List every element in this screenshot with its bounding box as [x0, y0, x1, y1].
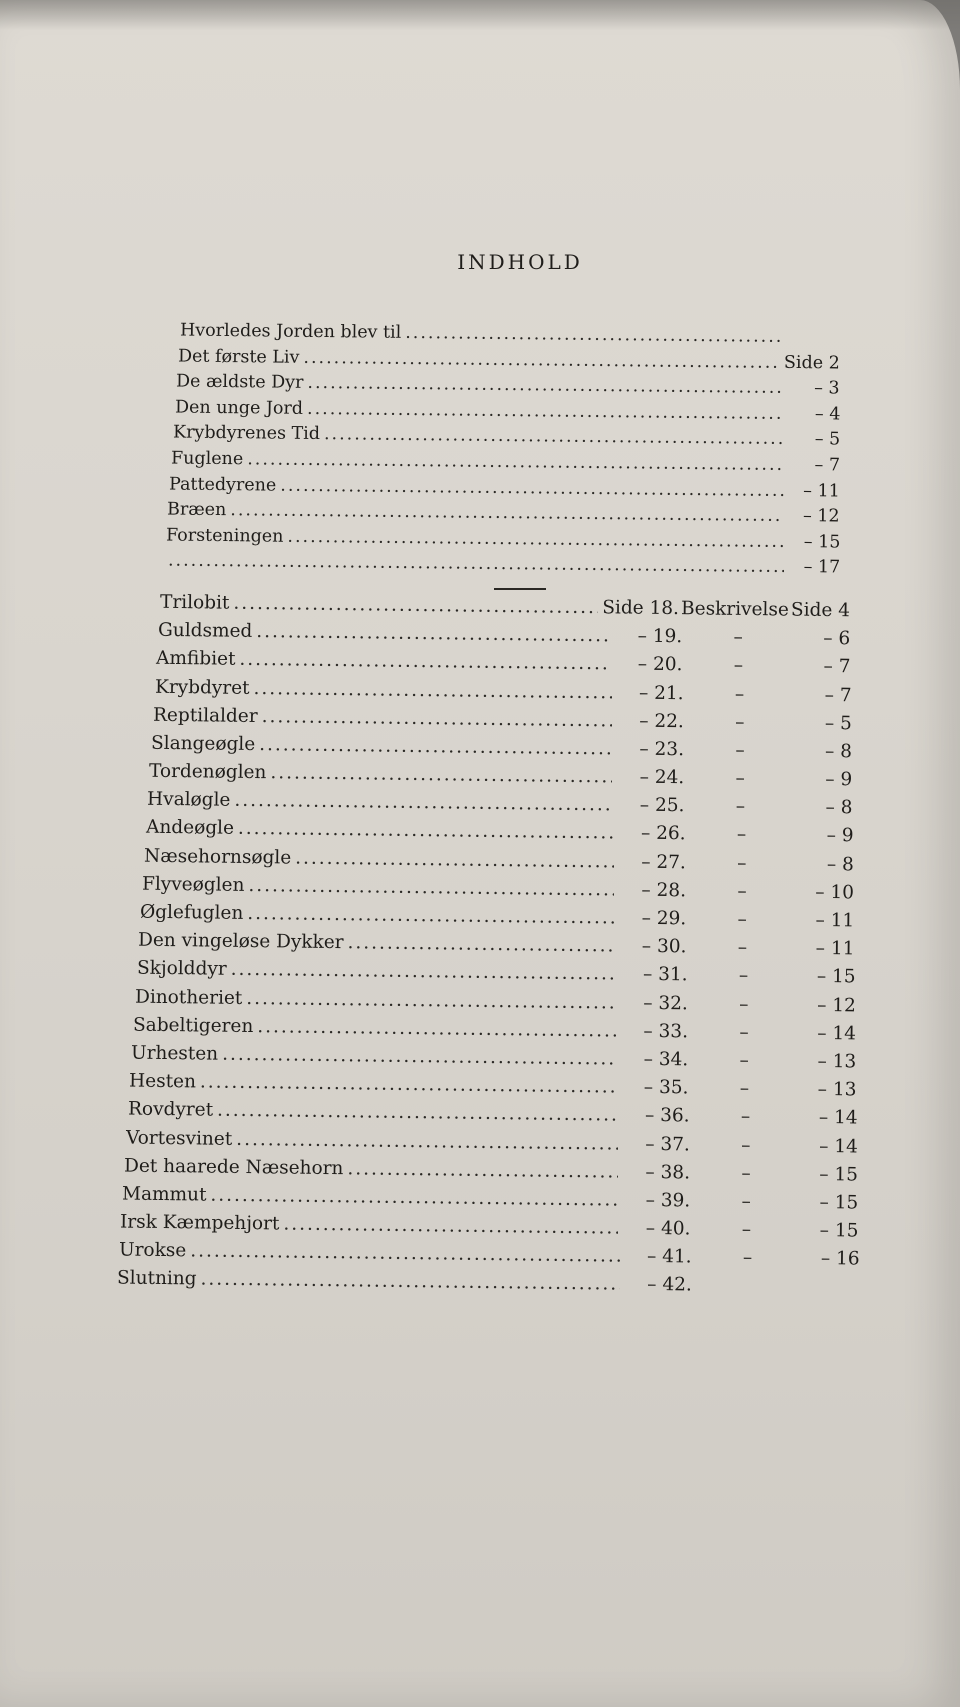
species-name: Øglefuglen [140, 901, 244, 924]
description-page: – 14 [818, 1107, 858, 1129]
table-of-contents [116, 250, 860, 1301]
chapter-title: Bræen [167, 499, 227, 521]
description-label: – [738, 965, 748, 987]
plate-page: – 23. [639, 738, 685, 761]
leader-dots [259, 734, 612, 759]
species-name: Næsehornsøgle [143, 845, 292, 869]
chapter-title: Det første Liv [178, 346, 300, 368]
chapter-page: – 4 [814, 403, 841, 425]
description-label: – [740, 1134, 751, 1156]
plate-page: – 21. [638, 682, 684, 704]
leader-dots [233, 593, 598, 618]
description-label: – [738, 993, 749, 1015]
plate-page: – 35. [644, 1076, 689, 1099]
plate-page: – 24. [639, 766, 685, 789]
description-page: – 13 [818, 1079, 857, 1101]
description-label: – [738, 937, 748, 959]
description-page: Side 4 [790, 599, 851, 622]
description-page: – 11 [816, 938, 855, 960]
leader-dots [347, 1158, 618, 1182]
description-label: – [739, 1049, 750, 1072]
chapter-row [164, 551, 840, 584]
plate-page: – 25. [640, 794, 685, 817]
chapter-title: Den unge Jord [174, 397, 303, 419]
description-label: – [741, 1162, 751, 1184]
description-page: – 14 [817, 1022, 857, 1045]
description-label: – [739, 1021, 749, 1043]
chapter-page: – 3 [814, 378, 841, 399]
plate-page: – 30. [642, 935, 687, 958]
chapter-title: Forsteningen [165, 525, 284, 547]
description-page: – 10 [815, 881, 855, 904]
description-label: – [742, 1219, 752, 1241]
leader-dots [222, 1044, 616, 1070]
leader-dots [230, 959, 615, 985]
leader-dots [200, 1269, 619, 1295]
description-page: – 6 [823, 628, 851, 650]
species-list [116, 591, 860, 1301]
description-label: – [734, 655, 744, 677]
species-name: Urhesten [131, 1042, 219, 1065]
species-name: Mammut [122, 1183, 207, 1206]
description-page: – 11 [815, 909, 855, 932]
description-label: – [736, 824, 746, 846]
plate-page: – 20. [638, 653, 683, 676]
plate-page: – 31. [642, 964, 688, 986]
plate-page: – 40. [646, 1217, 691, 1240]
description-label: – [734, 683, 744, 705]
species-name: Slangeøgle [150, 732, 256, 755]
chapter-page: – 5 [814, 429, 841, 450]
plate-page: – 39. [645, 1189, 691, 1212]
species-name: Skjolddyr [136, 957, 227, 981]
plate-page: – 27. [640, 851, 686, 873]
description-page: – 15 [819, 1163, 859, 1186]
description-label: – [741, 1190, 752, 1213]
plate-page: – 38. [645, 1161, 691, 1184]
description-label: – [736, 796, 746, 818]
species-name: Urokse [118, 1239, 187, 1262]
chapter-page: – 15 [803, 531, 841, 553]
description-page: – 16 [820, 1248, 860, 1270]
description-label: – [734, 711, 745, 733]
species-name: Flyveøglen [141, 873, 245, 896]
description-label: – [742, 1247, 752, 1269]
chapter-title: De ældste Dyr [176, 371, 304, 394]
species-name: Vortesvinet [125, 1127, 233, 1150]
chapter-title: Fuglene [170, 448, 244, 470]
leader-dots [247, 449, 784, 475]
section-divider [494, 588, 546, 590]
description-label: – [737, 880, 747, 902]
description-page: – 7 [824, 684, 852, 706]
leader-dots [200, 1072, 617, 1098]
description-page [804, 1292, 860, 1293]
chapter-page: – 17 [803, 557, 841, 578]
leader-dots [307, 399, 785, 424]
leader-dots [348, 932, 615, 956]
chapter-title: Hvorledes Jorden blev til [179, 320, 402, 343]
description-label: – [740, 1078, 750, 1100]
leader-dots [248, 875, 614, 900]
description-page: – 15 [816, 966, 856, 988]
plate-page: – 29. [641, 907, 687, 930]
description-page: – 5 [824, 712, 852, 734]
leader-dots [240, 649, 611, 675]
chapter-page: – 12 [803, 506, 841, 527]
leader-dots [231, 500, 784, 526]
page-title: INDHOLD [457, 250, 583, 274]
description-label: – [740, 1106, 750, 1128]
leader-dots [247, 903, 614, 928]
plate-page: – 42. [646, 1274, 692, 1296]
plate-page: – 37. [644, 1133, 690, 1155]
chapter-page [788, 342, 840, 343]
description-page: – 8 [824, 740, 853, 763]
description-page: – 8 [825, 797, 853, 819]
description-page: – 9 [825, 769, 853, 791]
species-name: Hvaløgle [147, 788, 231, 811]
chapter-list [120, 320, 841, 580]
leader-dots [253, 677, 611, 702]
chapter-title: Pattedyrene [169, 474, 277, 496]
leader-dots [304, 347, 781, 372]
description-page: – 15 [820, 1220, 859, 1242]
species-name: Rovdyret [127, 1098, 213, 1121]
leader-dots [261, 706, 611, 731]
plate-page: – 22. [638, 710, 684, 732]
description-page: – 15 [819, 1191, 859, 1214]
species-name: Irsk Kæmpehjort [120, 1211, 280, 1235]
leader-dots [236, 1128, 618, 1154]
leader-dots [246, 988, 616, 1014]
chapter-title: Krybdyrenes Tid [172, 422, 320, 445]
chapter-page: Side 2 [784, 352, 841, 374]
description-page: – 8 [826, 853, 854, 875]
leader-dots [405, 323, 784, 347]
leader-dots [256, 621, 610, 646]
species-name: Sabeltigeren [132, 1014, 254, 1037]
plate-page: – 26. [640, 823, 686, 845]
chapter-page: – 7 [814, 455, 841, 476]
description-label: – [735, 739, 745, 761]
species-name: Det haarede Næsehorn [123, 1155, 344, 1179]
leader-dots [211, 1184, 619, 1210]
species-name: Dinotheriet [134, 986, 243, 1009]
plate-page: – 32. [642, 992, 688, 1014]
description-page: – 9 [826, 825, 854, 847]
species-name: Trilobit [159, 591, 230, 614]
description-page: – 12 [816, 994, 856, 1016]
description-label [692, 1291, 804, 1292]
leader-dots [284, 1214, 619, 1239]
leader-dots [324, 424, 784, 449]
leader-dots [257, 1016, 616, 1041]
plate-page: – 34. [643, 1048, 689, 1071]
species-name: Krybdyret [154, 676, 250, 699]
plate-page: Side 18. [602, 597, 680, 620]
description-label: – [736, 852, 747, 874]
leader-dots [295, 847, 614, 872]
leader-dots [237, 818, 613, 844]
leader-dots [217, 1100, 618, 1126]
plate-page: – 36. [644, 1105, 690, 1127]
description-page: – 14 [818, 1135, 858, 1157]
leader-dots [287, 526, 784, 551]
plate-page: – 19. [637, 625, 683, 648]
species-name: Hesten [129, 1070, 197, 1093]
leader-dots [235, 790, 613, 816]
species-name: Slutning [116, 1267, 197, 1290]
plate-page: – 28. [641, 879, 687, 902]
chapter-page: – 11 [803, 480, 841, 502]
description-label: – [735, 767, 746, 790]
leader-dots [190, 1241, 620, 1267]
description-page: – 13 [817, 1050, 857, 1073]
description-label: – [737, 908, 748, 931]
plate-page: – 41. [646, 1246, 692, 1268]
description-label: Beskrivelse [680, 598, 789, 621]
species-name: Guldsmed [158, 619, 253, 643]
species-name: Amfibiet [156, 648, 236, 671]
page-edge-shadow [0, 0, 960, 30]
leader-dots [308, 373, 784, 398]
species-name: Den vingeløse Dykker [138, 929, 345, 954]
description-label: – [733, 626, 744, 649]
species-name: Reptilalder [152, 704, 258, 727]
species-name: Andeøgle [145, 817, 234, 840]
leader-dots [270, 762, 612, 787]
plate-page: – 33. [643, 1020, 689, 1043]
description-page: – 7 [823, 656, 851, 678]
species-name: Tordenøglen [149, 760, 267, 784]
